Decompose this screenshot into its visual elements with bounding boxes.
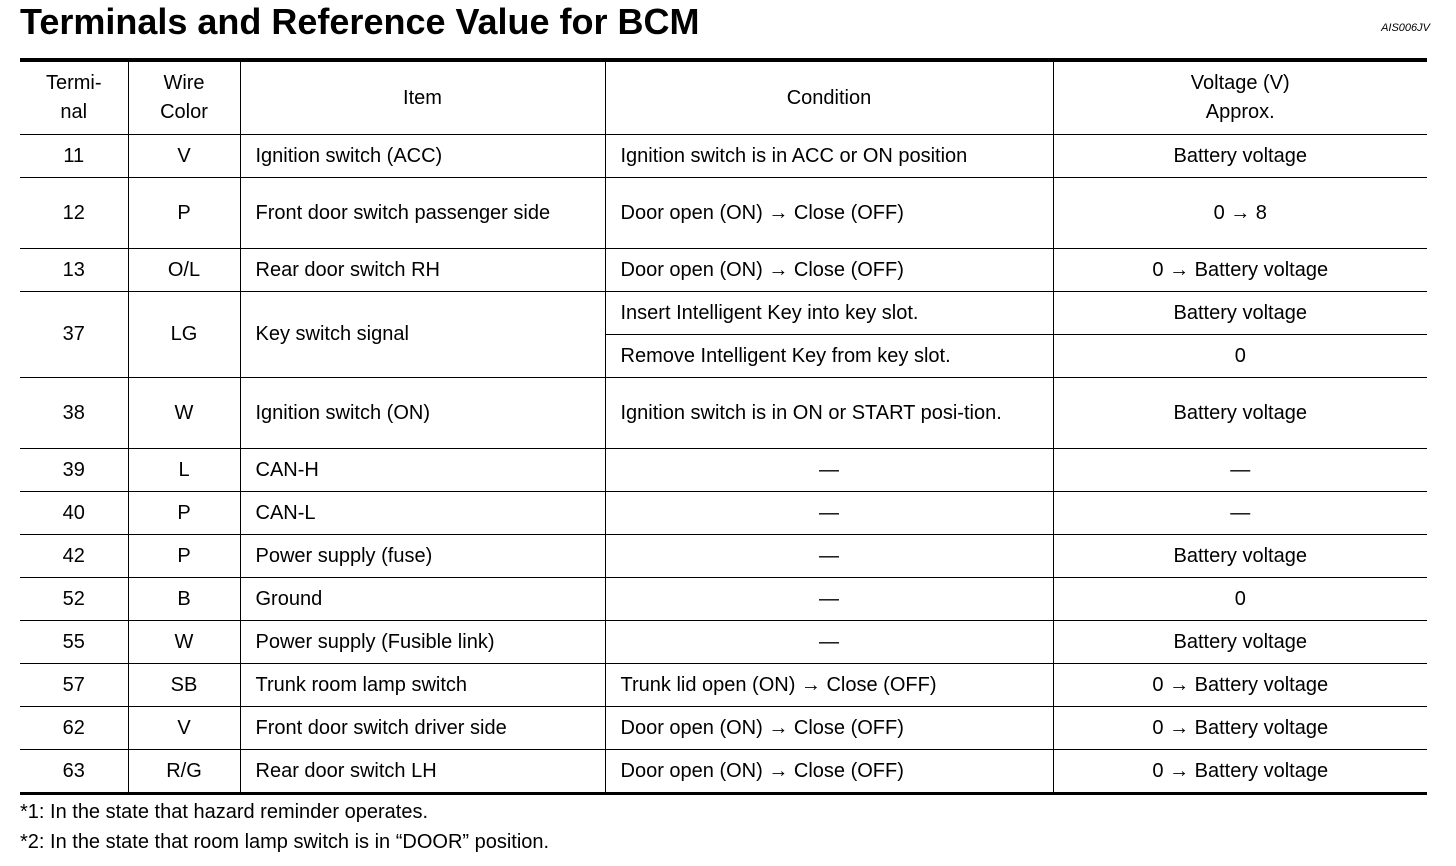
condition-cell: Ignition switch is in ACC or ON position bbox=[605, 135, 1053, 178]
voltage-cell: Battery voltage bbox=[1053, 292, 1427, 335]
table-row bbox=[20, 249, 1427, 292]
wire-color-cell: P bbox=[128, 178, 240, 249]
item-cell: CAN-L bbox=[240, 492, 605, 535]
condition-cell: — bbox=[605, 449, 1053, 492]
terminal-cell: 38 bbox=[20, 378, 128, 449]
voltage-cell: — bbox=[1053, 492, 1427, 535]
item-cell: Ground bbox=[240, 578, 605, 621]
page-title: Terminals and Reference Value for BCM bbox=[20, 1, 700, 42]
voltage-cell: 0 → Battery voltage bbox=[1053, 750, 1427, 794]
condition-cell: Ignition switch is in ON or START posi-tion. bbox=[605, 378, 1053, 449]
table-row bbox=[20, 492, 1427, 535]
item-cell: Front door switch driver side bbox=[240, 707, 605, 750]
wire-color-cell: P bbox=[128, 492, 240, 535]
condition-cell: Insert Intelligent Key into key slot. bbox=[605, 292, 1053, 335]
item-cell: Rear door switch LH bbox=[240, 750, 605, 794]
table-row bbox=[20, 621, 1427, 664]
terminals-table bbox=[20, 58, 1427, 795]
condition-cell: Door open (ON) → Close (OFF) bbox=[605, 707, 1053, 750]
wire-color-cell: O/L bbox=[128, 249, 240, 292]
table-row bbox=[20, 578, 1427, 621]
wire-color-cell: P bbox=[128, 535, 240, 578]
table-row bbox=[20, 378, 1427, 449]
table-row bbox=[20, 178, 1427, 249]
wire-color-cell: W bbox=[128, 621, 240, 664]
terminal-cell: 57 bbox=[20, 664, 128, 707]
header-item: Item bbox=[240, 60, 605, 135]
item-cell: Power supply (fuse) bbox=[240, 535, 605, 578]
reference-code: AIS006JV bbox=[1381, 22, 1430, 34]
terminal-cell: 42 bbox=[20, 535, 128, 578]
table-row bbox=[20, 535, 1427, 578]
footnote-1: *1: In the state that hazard reminder operates. bbox=[20, 801, 429, 823]
item-cell: Ignition switch (ACC) bbox=[240, 135, 605, 178]
table-row bbox=[20, 135, 1427, 178]
footnote-2: *2: In the state that room lamp switch is in “DOOR” position. bbox=[20, 831, 550, 853]
condition-cell: Remove Intelligent Key from key slot. bbox=[605, 335, 1053, 378]
item-cell: Rear door switch RH bbox=[240, 249, 605, 292]
voltage-cell: Battery voltage bbox=[1053, 621, 1427, 664]
table-row bbox=[20, 449, 1427, 492]
terminal-cell: 12 bbox=[20, 178, 128, 249]
item-cell: Trunk room lamp switch bbox=[240, 664, 605, 707]
wire-color-cell: W bbox=[128, 378, 240, 449]
condition-cell: — bbox=[605, 492, 1053, 535]
condition-cell: — bbox=[605, 535, 1053, 578]
voltage-cell: 0 → Battery voltage bbox=[1053, 707, 1427, 750]
condition-cell: — bbox=[605, 578, 1053, 621]
terminal-cell: 55 bbox=[20, 621, 128, 664]
header-wire-color: Wire Color bbox=[128, 60, 240, 135]
header-voltage: Voltage (V) Approx. bbox=[1053, 60, 1427, 135]
wire-color-cell: R/G bbox=[128, 750, 240, 794]
wire-color-cell: LG bbox=[128, 292, 240, 378]
voltage-cell: 0 → Battery voltage bbox=[1053, 249, 1427, 292]
table-row bbox=[20, 664, 1427, 707]
wire-color-cell: SB bbox=[128, 664, 240, 707]
voltage-cell: 0 → Battery voltage bbox=[1053, 664, 1427, 707]
header-terminal: Termi- nal bbox=[20, 60, 128, 135]
header-condition: Condition bbox=[605, 60, 1053, 135]
voltage-cell: Battery voltage bbox=[1053, 378, 1427, 449]
wire-color-cell: V bbox=[128, 707, 240, 750]
table-row bbox=[20, 292, 1427, 335]
voltage-cell: 0 bbox=[1053, 578, 1427, 621]
wire-color-cell: B bbox=[128, 578, 240, 621]
voltage-cell: Battery voltage bbox=[1053, 135, 1427, 178]
voltage-cell: 0 bbox=[1053, 335, 1427, 378]
condition-cell: Trunk lid open (ON) → Close (OFF) bbox=[605, 664, 1053, 707]
voltage-cell: — bbox=[1053, 449, 1427, 492]
condition-cell: Door open (ON) → Close (OFF) bbox=[605, 249, 1053, 292]
table-row bbox=[20, 707, 1427, 750]
condition-cell: Door open (ON) → Close (OFF) bbox=[605, 750, 1053, 794]
terminal-cell: 40 bbox=[20, 492, 128, 535]
terminal-cell: 11 bbox=[20, 135, 128, 178]
terminal-cell: 13 bbox=[20, 249, 128, 292]
item-cell: Front door switch passenger side bbox=[240, 178, 605, 249]
wire-color-cell: L bbox=[128, 449, 240, 492]
item-cell: Ignition switch (ON) bbox=[240, 378, 605, 449]
terminal-cell: 52 bbox=[20, 578, 128, 621]
terminal-cell: 62 bbox=[20, 707, 128, 750]
item-cell: Key switch signal bbox=[240, 292, 605, 378]
terminal-cell: 39 bbox=[20, 449, 128, 492]
terminal-cell: 37 bbox=[20, 292, 128, 378]
voltage-cell: 0 → 8 bbox=[1053, 178, 1427, 249]
item-cell: Power supply (Fusible link) bbox=[240, 621, 605, 664]
condition-cell: — bbox=[605, 621, 1053, 664]
condition-cell: Door open (ON) → Close (OFF) bbox=[605, 178, 1053, 249]
voltage-cell: Battery voltage bbox=[1053, 535, 1427, 578]
item-cell: CAN-H bbox=[240, 449, 605, 492]
wire-color-cell: V bbox=[128, 135, 240, 178]
table-header-row bbox=[20, 60, 1427, 135]
terminal-cell: 63 bbox=[20, 750, 128, 794]
table-row bbox=[20, 750, 1427, 794]
